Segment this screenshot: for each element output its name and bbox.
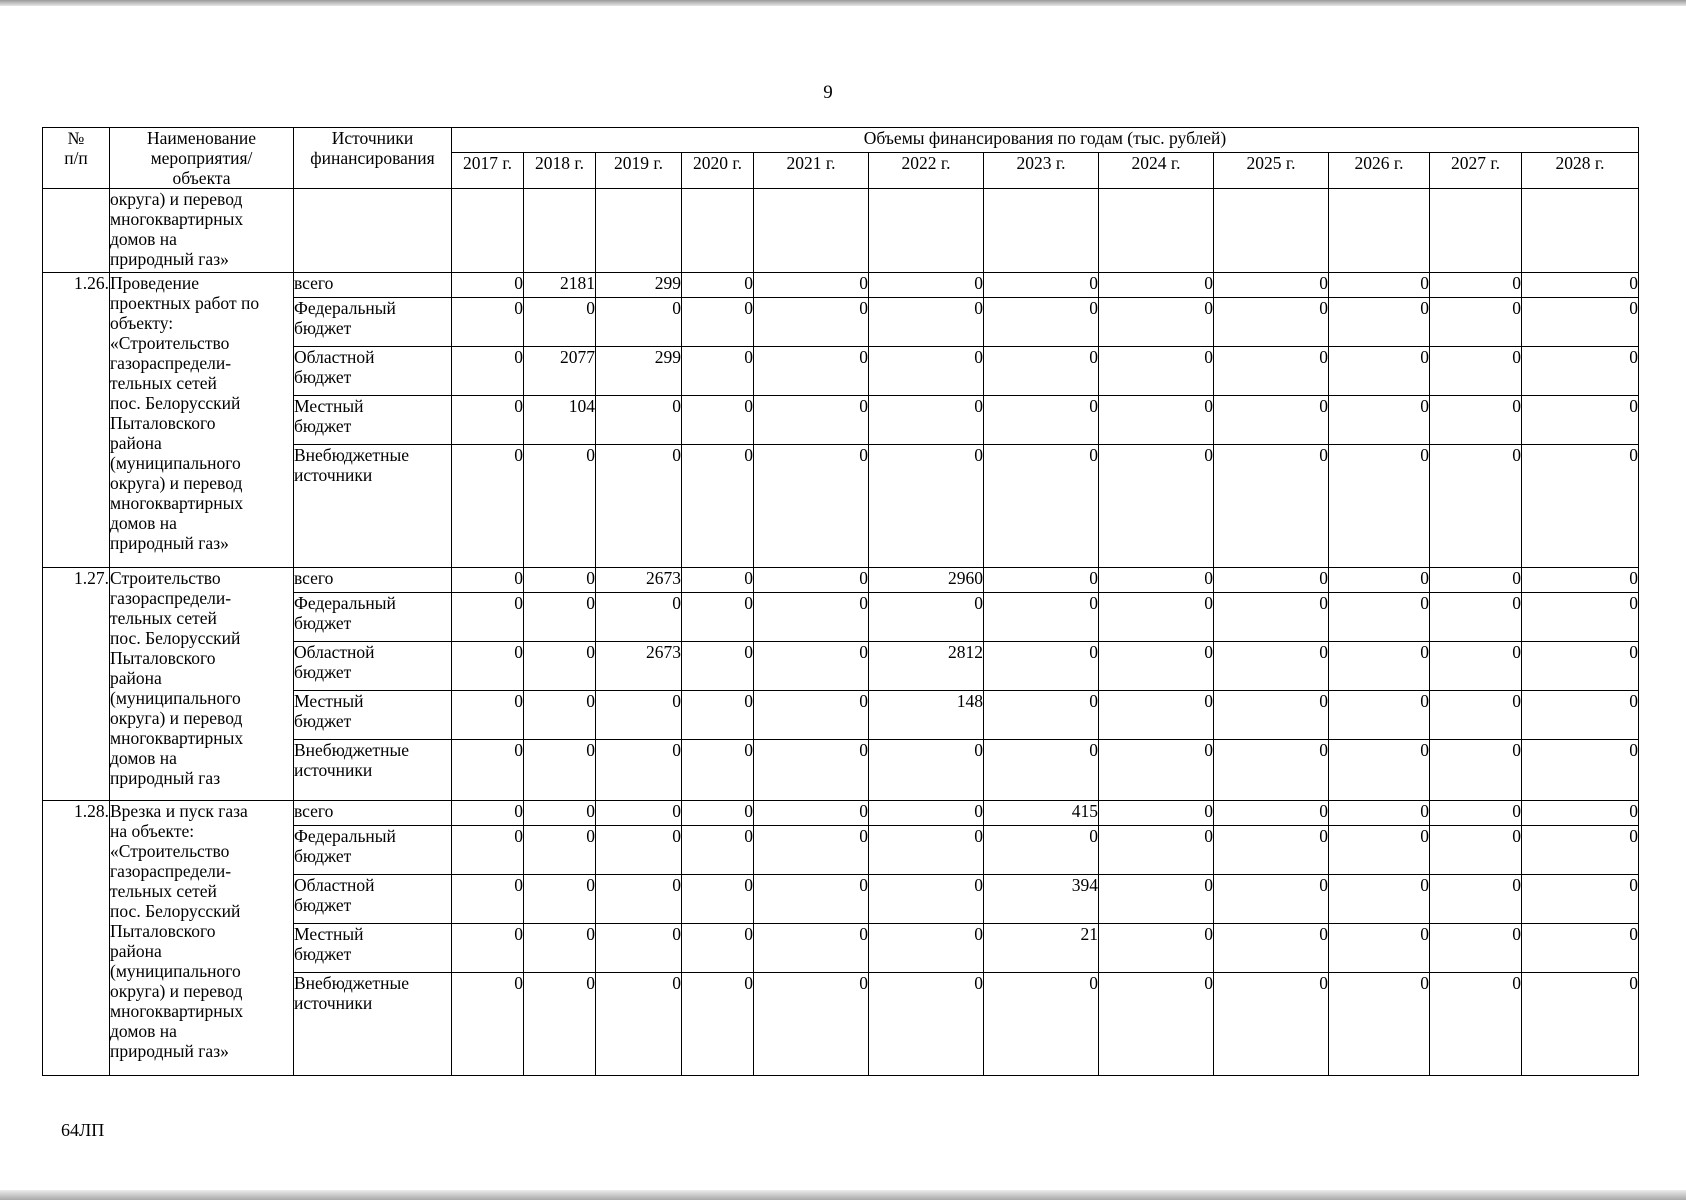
amount-cell: 0 — [452, 445, 524, 568]
amount-cell: 0 — [452, 924, 524, 973]
amount-cell: 0 — [682, 740, 754, 801]
amount-cell: 0 — [1430, 875, 1522, 924]
amount-cell: 0 — [682, 347, 754, 396]
amount-cell: 2077 — [524, 347, 596, 396]
amount-cell: 0 — [452, 973, 524, 1076]
amount-cell: 0 — [869, 396, 984, 445]
funding-source: Федеральный бюджет — [294, 298, 452, 347]
header-row-group — [43, 128, 1639, 153]
amount-cell: 0 — [1214, 273, 1329, 298]
header-year: 2023 г. — [984, 153, 1099, 189]
amount-cell: 0 — [524, 445, 596, 568]
amount-cell: 0 — [682, 826, 754, 875]
amount-cell: 0 — [1099, 396, 1214, 445]
amount-cell: 0 — [452, 396, 524, 445]
amount-cell: 0 — [754, 924, 869, 973]
amount-cell: 0 — [1430, 298, 1522, 347]
amount-cell: 0 — [869, 924, 984, 973]
amount-cell: 0 — [682, 568, 754, 593]
amount-cell: 0 — [1522, 801, 1639, 826]
header-year: 2022 г. — [869, 153, 984, 189]
amount-cell: 0 — [1522, 568, 1639, 593]
amount-cell: 0 — [452, 875, 524, 924]
amount-cell: 0 — [596, 973, 682, 1076]
funding-source: Областной бюджет — [294, 347, 452, 396]
amount-cell: 0 — [1214, 593, 1329, 642]
header-year: 2025 г. — [1214, 153, 1329, 189]
funding-source: Внебюджетные источники — [294, 445, 452, 568]
amount-cell: 0 — [682, 801, 754, 826]
empty-cell — [984, 189, 1099, 273]
amount-cell: 0 — [524, 568, 596, 593]
amount-cell: 0 — [984, 347, 1099, 396]
amount-cell: 0 — [1099, 445, 1214, 568]
amount-cell: 0 — [596, 875, 682, 924]
funding-source: Внебюджетные источники — [294, 740, 452, 801]
amount-cell: 0 — [984, 642, 1099, 691]
amount-cell: 0 — [869, 347, 984, 396]
funding-source: Областной бюджет — [294, 875, 452, 924]
amount-cell: 0 — [1522, 924, 1639, 973]
amount-cell: 0 — [984, 691, 1099, 740]
amount-cell: 0 — [524, 298, 596, 347]
amount-cell: 0 — [1430, 642, 1522, 691]
amount-cell: 0 — [1522, 396, 1639, 445]
header-name: Наименование мероприятия/ объекта — [110, 128, 294, 189]
amount-cell: 0 — [1329, 298, 1430, 347]
amount-cell: 0 — [1214, 973, 1329, 1076]
amount-cell: 0 — [1522, 642, 1639, 691]
funding-source: Областной бюджет — [294, 642, 452, 691]
amount-cell: 0 — [1522, 691, 1639, 740]
amount-cell: 0 — [1214, 740, 1329, 801]
amount-cell: 0 — [1099, 740, 1214, 801]
amount-cell: 0 — [1214, 826, 1329, 875]
amount-cell: 0 — [1329, 642, 1430, 691]
amount-cell: 0 — [596, 396, 682, 445]
amount-cell: 0 — [869, 593, 984, 642]
amount-cell: 0 — [1214, 875, 1329, 924]
amount-cell: 0 — [1099, 875, 1214, 924]
amount-cell: 0 — [754, 273, 869, 298]
amount-cell: 0 — [1329, 445, 1430, 568]
header-num: № п/п — [43, 128, 110, 189]
amount-cell: 0 — [1214, 924, 1329, 973]
amount-cell: 0 — [1329, 273, 1430, 298]
financing-table — [42, 127, 1639, 1076]
amount-cell: 0 — [869, 445, 984, 568]
amount-cell: 0 — [1329, 396, 1430, 445]
amount-cell: 0 — [1430, 973, 1522, 1076]
amount-cell: 0 — [1099, 347, 1214, 396]
amount-cell: 0 — [1329, 568, 1430, 593]
amount-cell: 0 — [682, 691, 754, 740]
amount-cell: 0 — [1214, 568, 1329, 593]
amount-cell: 415 — [984, 801, 1099, 826]
amount-cell: 0 — [1329, 924, 1430, 973]
funding-source: всего — [294, 568, 452, 593]
amount-cell: 0 — [1099, 973, 1214, 1076]
amount-cell: 0 — [452, 826, 524, 875]
amount-cell: 0 — [1522, 347, 1639, 396]
amount-cell: 0 — [1214, 298, 1329, 347]
amount-cell: 0 — [682, 273, 754, 298]
continuation-name: округа) и перевод многоквартирных домов на природный газ» — [110, 189, 294, 273]
amount-cell: 0 — [754, 691, 869, 740]
amount-cell: 0 — [1329, 875, 1430, 924]
amount-cell: 0 — [524, 973, 596, 1076]
amount-cell: 0 — [869, 801, 984, 826]
amount-cell: 0 — [1329, 826, 1430, 875]
amount-cell: 0 — [452, 691, 524, 740]
amount-cell: 0 — [1430, 691, 1522, 740]
amount-cell: 0 — [682, 875, 754, 924]
amount-cell: 0 — [1099, 924, 1214, 973]
scan-edge-top — [0, 0, 1686, 6]
amount-cell: 0 — [1214, 347, 1329, 396]
amount-cell: 0 — [682, 396, 754, 445]
amount-cell: 2181 — [524, 273, 596, 298]
amount-cell: 299 — [596, 347, 682, 396]
header-year: 2024 г. — [1099, 153, 1214, 189]
amount-cell: 0 — [452, 642, 524, 691]
amount-cell: 0 — [1214, 396, 1329, 445]
amount-cell: 0 — [1099, 273, 1214, 298]
amount-cell: 0 — [984, 740, 1099, 801]
amount-cell: 0 — [524, 875, 596, 924]
amount-cell: 0 — [754, 642, 869, 691]
amount-cell: 0 — [682, 973, 754, 1076]
amount-cell: 0 — [984, 973, 1099, 1076]
section-name: Строительство газораспредели- тельных сетей пос. Белорусский Пыталовского района (муниципального округа) и перевод многоквартирных домов на природный газ — [110, 568, 294, 801]
header-source: Источники финансирования — [294, 128, 452, 189]
amount-cell: 0 — [754, 347, 869, 396]
amount-cell: 0 — [1522, 273, 1639, 298]
table-row — [43, 273, 1639, 298]
amount-cell: 0 — [596, 924, 682, 973]
amount-cell: 0 — [1430, 445, 1522, 568]
header-year: 2020 г. — [682, 153, 754, 189]
amount-cell: 0 — [1522, 973, 1639, 1076]
amount-cell: 0 — [524, 740, 596, 801]
empty-cell — [294, 189, 452, 273]
amount-cell: 2960 — [869, 568, 984, 593]
amount-cell: 0 — [1099, 298, 1214, 347]
amount-cell: 104 — [524, 396, 596, 445]
amount-cell: 0 — [682, 445, 754, 568]
empty-cell — [1522, 189, 1639, 273]
amount-cell: 0 — [682, 642, 754, 691]
amount-cell: 0 — [984, 273, 1099, 298]
amount-cell: 0 — [596, 445, 682, 568]
amount-cell: 148 — [869, 691, 984, 740]
continuation-row — [43, 189, 1639, 273]
header-year: 2019 г. — [596, 153, 682, 189]
amount-cell: 0 — [524, 826, 596, 875]
amount-cell: 0 — [869, 973, 984, 1076]
amount-cell: 0 — [1430, 593, 1522, 642]
footer-code: 64ЛП — [61, 1120, 105, 1140]
amount-cell: 0 — [754, 593, 869, 642]
amount-cell: 0 — [1099, 691, 1214, 740]
empty-cell — [1099, 189, 1214, 273]
amount-cell: 0 — [452, 593, 524, 642]
amount-cell: 0 — [754, 740, 869, 801]
header-year: 2026 г. — [1329, 153, 1430, 189]
amount-cell: 0 — [452, 568, 524, 593]
amount-cell: 0 — [1522, 740, 1639, 801]
amount-cell: 0 — [754, 298, 869, 347]
amount-cell: 0 — [1329, 593, 1430, 642]
page-number: 9 — [823, 82, 833, 103]
amount-cell: 0 — [1099, 642, 1214, 691]
funding-source: Местный бюджет — [294, 691, 452, 740]
amount-cell: 0 — [1522, 593, 1639, 642]
amount-cell: 0 — [754, 568, 869, 593]
section-index: 1.27. — [43, 568, 110, 801]
table-row — [43, 568, 1639, 593]
header-year: 2021 г. — [754, 153, 869, 189]
header-year: 2017 г. — [452, 153, 524, 189]
amount-cell: 0 — [682, 298, 754, 347]
amount-cell: 0 — [1522, 445, 1639, 568]
amount-cell: 0 — [1214, 801, 1329, 826]
amount-cell: 0 — [869, 826, 984, 875]
amount-cell: 0 — [1329, 973, 1430, 1076]
amount-cell: 0 — [984, 445, 1099, 568]
amount-cell: 299 — [596, 273, 682, 298]
amount-cell: 0 — [869, 298, 984, 347]
funding-source: всего — [294, 273, 452, 298]
empty-cell — [682, 189, 754, 273]
amount-cell: 0 — [1522, 298, 1639, 347]
amount-cell: 0 — [1430, 740, 1522, 801]
empty-cell — [1214, 189, 1329, 273]
funding-source: Федеральный бюджет — [294, 826, 452, 875]
amount-cell: 0 — [452, 273, 524, 298]
amount-cell: 0 — [1329, 347, 1430, 396]
amount-cell: 0 — [1329, 691, 1430, 740]
amount-cell: 21 — [984, 924, 1099, 973]
amount-cell: 0 — [984, 568, 1099, 593]
empty-cell — [1329, 189, 1430, 273]
amount-cell: 0 — [524, 593, 596, 642]
amount-cell: 0 — [754, 875, 869, 924]
amount-cell: 0 — [682, 593, 754, 642]
header-volumes: Объемы финансирования по годам (тыс. рублей) — [452, 128, 1639, 153]
section-index: 1.26. — [43, 273, 110, 568]
amount-cell: 0 — [1430, 924, 1522, 973]
amount-cell: 0 — [984, 396, 1099, 445]
amount-cell: 0 — [869, 740, 984, 801]
amount-cell: 0 — [1214, 445, 1329, 568]
amount-cell: 0 — [1214, 691, 1329, 740]
amount-cell: 0 — [869, 875, 984, 924]
header-year: 2027 г. — [1430, 153, 1522, 189]
funding-source: Федеральный бюджет — [294, 593, 452, 642]
amount-cell: 0 — [869, 273, 984, 298]
amount-cell: 0 — [524, 642, 596, 691]
amount-cell: 0 — [452, 801, 524, 826]
amount-cell: 0 — [596, 298, 682, 347]
section-index: 1.28. — [43, 801, 110, 1076]
amount-cell: 0 — [754, 396, 869, 445]
amount-cell: 2673 — [596, 568, 682, 593]
amount-cell: 0 — [452, 347, 524, 396]
amount-cell: 0 — [1430, 801, 1522, 826]
amount-cell: 0 — [1522, 875, 1639, 924]
amount-cell: 0 — [1214, 642, 1329, 691]
amount-cell: 2673 — [596, 642, 682, 691]
amount-cell: 0 — [1430, 568, 1522, 593]
amount-cell: 0 — [754, 826, 869, 875]
table-row — [43, 801, 1639, 826]
amount-cell: 0 — [524, 691, 596, 740]
amount-cell: 0 — [754, 973, 869, 1076]
amount-cell: 2812 — [869, 642, 984, 691]
amount-cell: 0 — [984, 298, 1099, 347]
amount-cell: 0 — [754, 801, 869, 826]
amount-cell: 0 — [596, 801, 682, 826]
amount-cell: 0 — [452, 740, 524, 801]
amount-cell: 0 — [524, 801, 596, 826]
amount-cell: 394 — [984, 875, 1099, 924]
amount-cell: 0 — [1430, 273, 1522, 298]
amount-cell: 0 — [1430, 396, 1522, 445]
funding-source: Местный бюджет — [294, 396, 452, 445]
empty-cell — [1430, 189, 1522, 273]
amount-cell: 0 — [596, 593, 682, 642]
amount-cell: 0 — [1099, 593, 1214, 642]
empty-cell — [754, 189, 869, 273]
funding-source: Местный бюджет — [294, 924, 452, 973]
section-name: Проведение проектных работ по объекту: «Строительство газораспредели- тельных сетей пос. Белорусский Пыталовского района (муниципального округа) и перевод многоквартирных домов на природный газ» — [110, 273, 294, 568]
amount-cell: 0 — [1099, 826, 1214, 875]
amount-cell: 0 — [1522, 826, 1639, 875]
amount-cell: 0 — [1329, 801, 1430, 826]
empty-cell — [452, 189, 524, 273]
amount-cell: 0 — [1430, 347, 1522, 396]
amount-cell: 0 — [524, 924, 596, 973]
amount-cell: 0 — [682, 924, 754, 973]
empty-cell — [524, 189, 596, 273]
funding-source: всего — [294, 801, 452, 826]
empty-cell — [596, 189, 682, 273]
amount-cell: 0 — [596, 691, 682, 740]
amount-cell: 0 — [1099, 801, 1214, 826]
amount-cell: 0 — [1099, 568, 1214, 593]
amount-cell: 0 — [754, 445, 869, 568]
section-name: Врезка и пуск газа на объекте: «Строительство газораспредели- тельных сетей пос. Белорусский Пыталовского района (муниципального округа) и перевод многоквартирных домов на природный газ» — [110, 801, 294, 1076]
scan-edge-bottom — [0, 1190, 1686, 1200]
amount-cell: 0 — [452, 298, 524, 347]
continuation-index-cell — [43, 189, 110, 273]
amount-cell: 0 — [1329, 740, 1430, 801]
empty-cell — [869, 189, 984, 273]
header-year: 2018 г. — [524, 153, 596, 189]
amount-cell: 0 — [1430, 826, 1522, 875]
header-year: 2028 г. — [1522, 153, 1639, 189]
amount-cell: 0 — [596, 740, 682, 801]
funding-source: Внебюджетные источники — [294, 973, 452, 1076]
amount-cell: 0 — [984, 593, 1099, 642]
amount-cell: 0 — [984, 826, 1099, 875]
amount-cell: 0 — [596, 826, 682, 875]
